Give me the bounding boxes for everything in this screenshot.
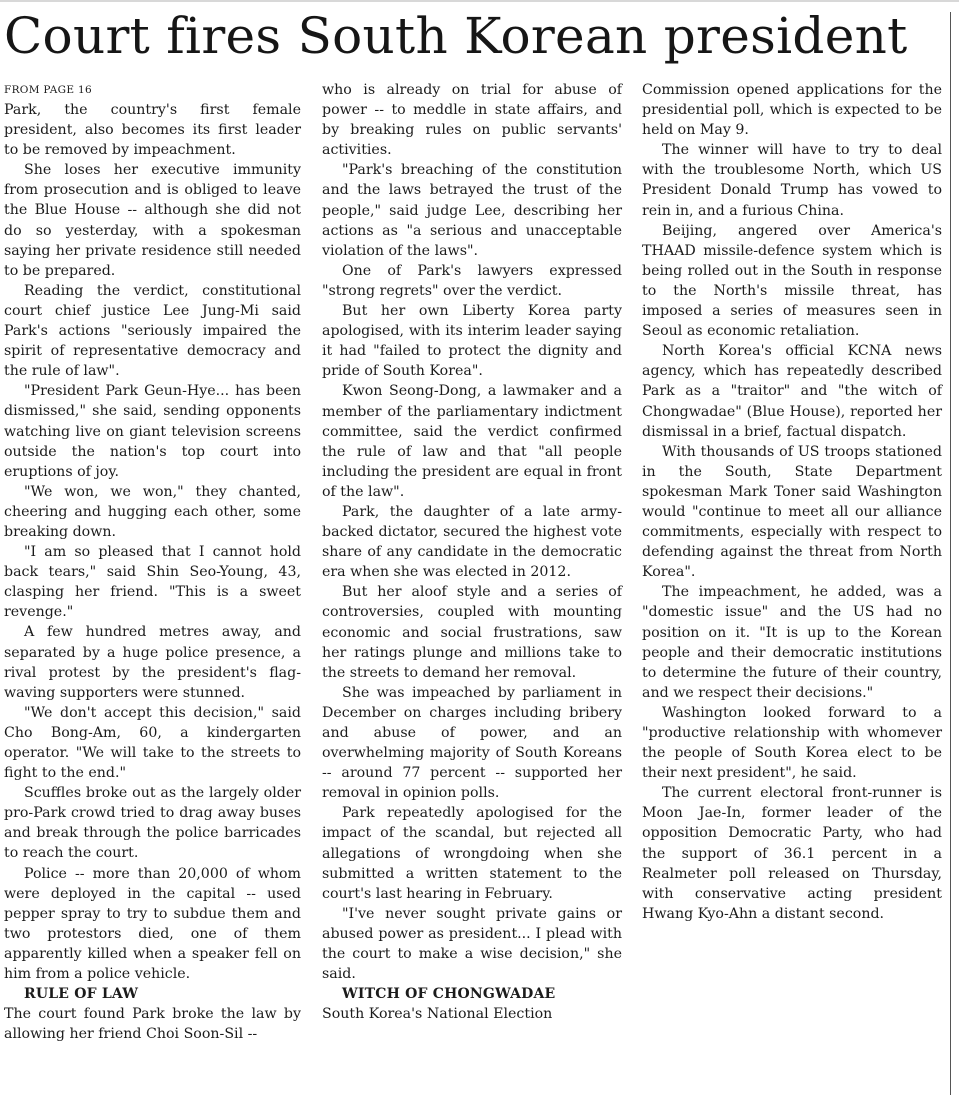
paragraph: One of Park's lawyers expressed "strong regrets" over the verdict. — [322, 262, 622, 299]
paragraph: But her own Liberty Korea party apologised, with its interim leader saying it had "failed to protect the dignity and pride of South Korea". — [322, 303, 622, 380]
article-column-1 — [4, 80, 301, 1044]
paragraph-continuation: Commission opened applications for the presidential poll, which is expected to be held on May 9. — [642, 82, 942, 139]
paragraph: The court found Park broke the law by allowing her friend Choi Soon-Sil -- — [4, 1006, 301, 1043]
paragraph: "I am so pleased that I cannot hold back tears," said Shin Seo-Young, 43, clasping her friend. "This is a sweet revenge." — [4, 544, 301, 621]
paragraph: The current electoral front-runner is Moon Jae-In, former leader of the opposition Democratic Party, who had the support of 36.1 percent in a Realmeter poll released on Thursday, with conservative acting president Hwang Kyo-Ahn a distant second. — [642, 785, 942, 922]
paragraph: Park, the country's first female president, also becomes its first leader to be removed by impeachment. — [4, 102, 301, 159]
paragraph: Police -- more than 20,000 of whom were deployed in the capital -- used pepper spray to try to subdue them and two protestors died, one of them apparently killed when a speaker fell on him from a police vehicle. — [4, 865, 301, 983]
paragraph: With thousands of US troops stationed in the South, State Department spokesman Mark Toner said Washington would "continue to meet all our alliance commitments, especially with respect to defending against the threat from North Korea". — [642, 443, 942, 581]
paragraph: North Korea's official KCNA news agency, which has repeatedly described Park as a "traitor" and "the witch of Chongwadae" (Blue House), reported her dismissal in a brief, factual dispatch. — [642, 343, 942, 440]
paragraph: Scuffles broke out as the largely older pro-Park crowd tried to drag away buses and break through the police barricades to reach the court. — [4, 785, 301, 862]
paragraph: But her aloof style and a series of controversies, coupled with mounting economic and social frustrations, saw her ratings plunge and millions take to the streets to demand her removal. — [322, 584, 622, 681]
paragraph: Beijing, angered over America's THAAD missile-defence system which is being rolled out in the South in response to the North's missile threat, has imposed a series of measures seen in Seoul as economic retaliation. — [642, 222, 942, 340]
subhead-rule-of-law: RULE OF LAW — [24, 986, 139, 1003]
paragraph: South Korea's National Election — [322, 1006, 553, 1023]
paragraph: She loses her executive immunity from prosecution and is obliged to leave the Blue House -- although she did not do so yesterday, with a spokesman saying her private residence still needed to be prepared. — [4, 162, 301, 279]
paragraph: A few hundred metres away, and separated by a huge police presence, a rival protest by the president's flag-waving supporters were stunned. — [4, 624, 301, 701]
paragraph: The impeachment, he added, was a "domestic issue" and the US had no position on it. "It is up to the Korean people and their democratic institutions to determine the future of their country, and we respect their decisions." — [642, 584, 942, 701]
paragraph: She was impeached by parliament in December on charges including bribery and abuse of power, and an overwhelming majority of South Koreans -- around 77 percent -- supported her removal in opinion polls. — [322, 684, 622, 802]
paragraph: Reading the verdict, constitutional court chief justice Lee Jung-Mi said Park's actions "seriously impaired the spirit of representative democracy and the rule of law". — [4, 282, 301, 380]
headline: Court fires South Korean president — [4, 7, 908, 65]
paragraph: "I've never sought private gains or abused power as president... I plead with the court to make a wise decision," she said. — [322, 905, 622, 983]
top-rule — [0, 0, 959, 2]
paragraph: "We won, we won," they chanted, cheering and hugging each other, some breaking down. — [4, 483, 301, 540]
paragraph: Park, the daughter of a late army-backed dictator, secured the highest vote share of any candidate in the democratic era when she was elected in 2012. — [322, 503, 622, 581]
paragraph: "President Park Geun-Hye... has been dismissed," she said, sending opponents watching live on giant television screens outside the nation's top court into eruptions of joy. — [4, 383, 301, 480]
column-rule — [950, 12, 951, 1095]
subhead-witch-of-chongwadae: WITCH OF CHONGWADAE — [342, 986, 556, 1003]
from-page-label: FROM PAGE 16 — [4, 84, 92, 96]
paragraph: "We don't accept this decision," said Cho Bong-Am, 60, a kindergarten operator. "We will take to the streets to fight to the end." — [4, 704, 301, 782]
paragraph: "Park's breaching of the constitution and the laws betrayed the trust of the people," said judge Lee, describing her actions as "a serious and unacceptable violation of the laws". — [322, 162, 622, 259]
paragraph: Kwon Seong-Dong, a lawmaker and a member of the parliamentary indictment committee, said the verdict confirmed the rule of law and that "all people including the president are equal in front of the law". — [322, 383, 622, 500]
paragraph: Park repeatedly apologised for the impact of the scandal, but rejected all allegations of wrongdoing when she submitted a written statement to the court's last hearing in February. — [322, 805, 622, 902]
article-column-3 — [642, 80, 942, 924]
article-column-2 — [322, 80, 622, 1024]
paragraph: The winner will have to try to deal with the troublesome North, which US President Donald Trump has vowed to rein in, and a furious China. — [642, 142, 942, 219]
paragraph-continuation: who is already on trial for abuse of power -- to meddle in state affairs, and by breaking rules on public servants' activities. — [322, 82, 622, 159]
paragraph: Washington looked forward to a "productive relationship with whomever the people of South Korea elect to be their next president", he said. — [642, 704, 942, 782]
